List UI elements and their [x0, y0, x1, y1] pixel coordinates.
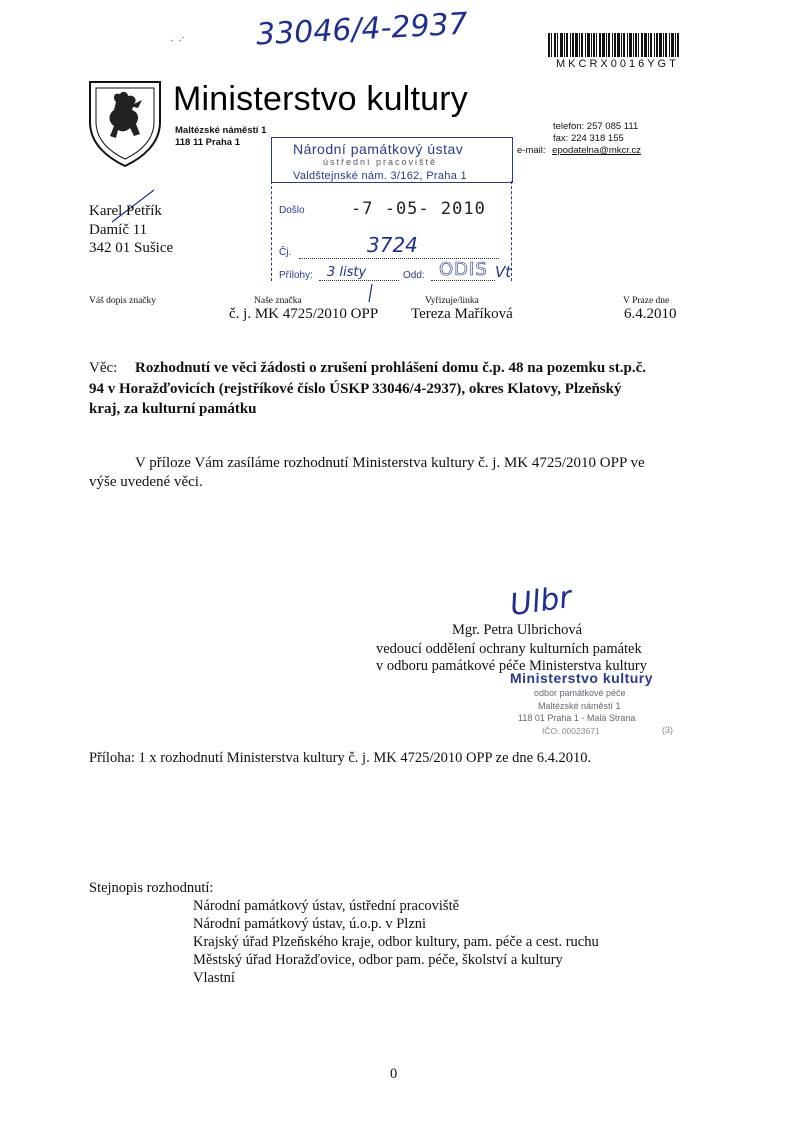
ministry-title: Ministerstvo kultury — [173, 80, 468, 118]
stamp-org: Národní památkový ústav — [293, 141, 464, 157]
handwritten-signature: Ulbr — [507, 579, 574, 624]
dept-stamp-line5: IČO: 00023671 — [542, 726, 600, 736]
stamp-frame-right — [511, 181, 513, 281]
barcode-text: MKCRX0016YGT — [556, 58, 679, 70]
stamp-date: -7 -05- 2010 — [351, 199, 486, 219]
stamp-odd-line — [431, 280, 495, 281]
coat-of-arms-icon — [86, 78, 164, 173]
department-stamp — [500, 670, 690, 740]
subject-line-3: kraj, za kulturní památku — [89, 401, 257, 417]
scan-marks: · ·˙ — [170, 36, 185, 47]
dept-stamp-line4: 118 01 Praha 1 - Malá Strana — [518, 713, 636, 723]
handwritten-reference: 33046/4-2937 — [255, 6, 469, 53]
stamp-dept: ústřední pracoviště — [323, 157, 438, 167]
recipient-city: 342 01 Sušice — [89, 240, 174, 256]
date-label: V Praze dne — [623, 296, 670, 306]
subject-line-2: 94 v Horažďovicích (rejstříkové číslo ÚSKP 33046/4-2937), okres Klatovy, Plzeňský — [89, 381, 622, 397]
handwritten-vertical-mark — [366, 282, 376, 309]
stamp-address: Valdštejnské nám. 3/162, Praha 1 — [293, 170, 467, 182]
received-stamp — [271, 137, 515, 285]
dept-stamp-num: (3) — [662, 725, 673, 735]
stamp-mark: Vt — [495, 263, 512, 281]
stamp-cj-label: Čj. — [279, 247, 292, 258]
copies-label: Stejnopis rozhodnutí: — [89, 880, 214, 896]
stamp-prilohy-value: 3 listy — [327, 265, 367, 280]
stamp-prilohy-label: Přílohy: — [279, 270, 313, 281]
ministry-address-line1: Maltézské náměstí 1 — [175, 125, 267, 136]
your-ref-label: Váš dopis značky — [89, 296, 157, 306]
stamp-cj-value: 3724 — [367, 233, 418, 257]
signatory-role-1: vedoucí oddělení ochrany kulturních památek — [376, 641, 642, 657]
ministry-email-row — [517, 145, 641, 156]
attachment-line: Příloha: 1 x rozhodnutí Ministerstva kultury č. j. MK 4725/2010 OPP ze dne 6.4.2010. — [89, 750, 592, 766]
barcode — [548, 33, 681, 57]
email-label: e-mail: — [517, 145, 546, 156]
dept-stamp-line2: odbor památkové péče — [534, 688, 626, 698]
copies-item: Národní památkový ústav, ú.o.p. v Plzni — [193, 916, 427, 932]
signatory-role-2: v odboru památkové péče Ministerstva kultury — [376, 658, 648, 674]
copies-item: Vlastní — [193, 970, 235, 986]
body-line-2: výše uvedené věci. — [89, 474, 203, 490]
stamp-frame-left — [271, 181, 273, 281]
recipient-name: Karel Petřík — [89, 203, 162, 219]
copies-item: Krajský úřad Plzeňského kraje, odbor kultury, pam. péče a cest. ruchu — [193, 934, 599, 950]
signatory-name: Mgr. Petra Ulbrichová — [452, 622, 583, 638]
subject-label: Věc: — [89, 360, 118, 376]
date-value: 6.4.2010 — [624, 306, 677, 322]
copies-item: Městský úřad Horažďovice, odbor pam. péče, školství a kultury — [193, 952, 563, 968]
stamp-doslo-label: Došlo — [279, 205, 305, 216]
email-link[interactable]: epodatelna@mkcr.cz — [552, 145, 642, 156]
stamp-prilohy-line — [319, 280, 399, 281]
stamp-odd-label: Odd: — [403, 270, 425, 281]
our-ref-value: č. j. MK 4725/2010 OPP — [229, 306, 379, 322]
dept-stamp-title: Ministerstvo kultury — [510, 670, 654, 686]
recipient-street: Damíč 11 — [89, 222, 148, 238]
ministry-phone: telefon: 257 085 111 — [553, 121, 639, 132]
page-number: 0 — [390, 1066, 398, 1082]
stamp-odd-value: ODIS — [439, 259, 488, 280]
copies-item: Národní památkový ústav, ústřední pracoviště — [193, 898, 460, 914]
barcode-graphic — [548, 33, 681, 57]
body-line-1: V příloze Vám zasíláme rozhodnutí Ministerstva kultury č. j. MK 4725/2010 OPP ve — [135, 455, 645, 471]
handler-label: Vyřizuje/linka — [425, 296, 479, 306]
our-ref-label: Naše značka — [254, 296, 302, 306]
subject-line-1: Rozhodnutí ve věci žádosti o zrušení prohlášení domu č.p. 48 na pozemku st.p.č. — [135, 360, 647, 376]
handler-value: Tereza Maříková — [411, 306, 513, 322]
dept-stamp-line3: Maltézské náměstí 1 — [538, 701, 621, 711]
copies-list — [193, 898, 599, 988]
ministry-fax: fax: 224 318 155 — [553, 133, 624, 144]
ministry-address-line2: 118 11 Praha 1 — [175, 137, 240, 148]
